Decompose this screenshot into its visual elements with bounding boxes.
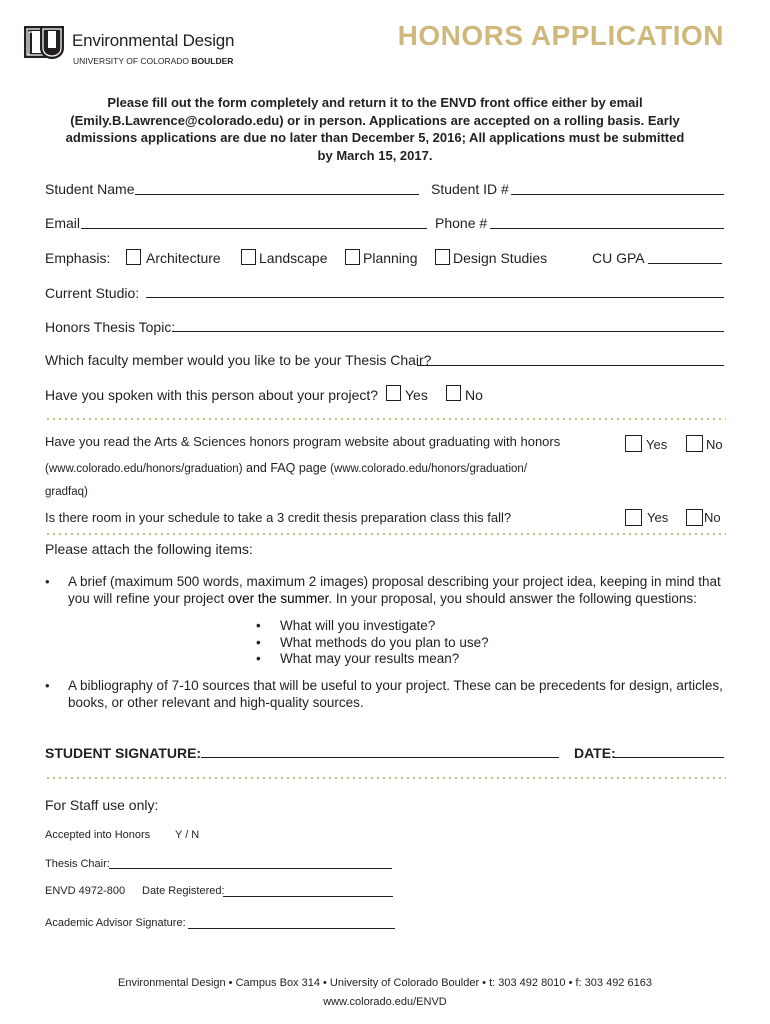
org-subtitle: UNIVERSITY OF COLORADO BOULDER (73, 56, 234, 66)
spoken-no-checkbox[interactable] (446, 385, 461, 401)
form-title: HONORS APPLICATION (397, 20, 724, 51)
staff-thesis-chair-label: Thesis Chair: (45, 858, 110, 870)
spoken-no-label: No (465, 387, 483, 403)
website-question-line2: (www.colorado.edu/honors/graduation) and FAQ page (www.colorado.edu/honors/graduation/ (45, 461, 528, 475)
dotted-divider (45, 418, 726, 420)
dotted-divider-2 (45, 533, 726, 535)
accepted-yn: Y / N (175, 829, 200, 841)
website-yes-checkbox[interactable] (625, 435, 642, 452)
landscape-checkbox[interactable] (241, 249, 256, 265)
spoken-yes-label: Yes (405, 387, 428, 403)
bullet: • (45, 678, 50, 693)
architecture-checkbox[interactable] (126, 249, 141, 265)
thesis-topic-label: Honors Thesis Topic: (45, 319, 176, 335)
website-question-line3: gradfaq) (45, 486, 88, 498)
staff-thesis-chair-field[interactable] (109, 868, 392, 869)
student-id-label: Student ID # (431, 181, 509, 197)
attach-heading: Please attach the following items: (45, 541, 253, 557)
date-label: DATE: (574, 745, 616, 761)
footer-website: www.colorado.edu/ENVD (323, 996, 447, 1008)
accepted-label: Accepted into Honors (45, 829, 151, 841)
schedule-question: Is there room in your schedule to take a 3 credit thesis preparation class this fall? (45, 510, 512, 525)
cu-logo-icon (22, 22, 66, 62)
date-registered-label: Date Registered: (142, 885, 225, 897)
student-name-field[interactable] (135, 194, 419, 195)
website-no-label: No (706, 437, 723, 452)
student-signature-field[interactable] (201, 757, 559, 758)
phone-label: Phone # (435, 215, 488, 231)
planning-checkbox[interactable] (345, 249, 360, 265)
schedule-no-checkbox[interactable] (686, 509, 703, 526)
email-label: Email (45, 215, 81, 231)
emphasis-label: Emphasis: (45, 250, 111, 266)
list-item: • What may your results mean? (256, 651, 460, 666)
planning-label: Planning (363, 250, 418, 266)
advisor-signature-label: Academic Advisor Signature: (45, 917, 186, 929)
gpa-field[interactable] (648, 263, 722, 264)
gpa-label: CU GPA (592, 250, 645, 266)
bullet: • (45, 574, 50, 589)
course-label: ENVD 4972-800 (45, 885, 126, 897)
thesis-topic-field[interactable] (172, 331, 724, 332)
current-studio-field[interactable] (146, 297, 724, 298)
bibliography-item: A bibliography of 7-10 sources that will be useful to your project. These can be precedents for design, articles, books, or other relevant and high-quality sources. (68, 678, 723, 710)
proposal-questions (256, 618, 489, 668)
staff-heading: For Staff use only: (45, 797, 159, 813)
website-question: Have you read the Arts & Sciences honors program website about graduating with honors (45, 434, 561, 449)
list-item: • What methods do you plan to use? (256, 634, 489, 650)
spoken-question: Have you spoken with this person about your project? (45, 387, 379, 403)
intro-instructions: Please fill out the form completely and return it to the ENVD front office either by email (Emily.B.Lawrence@colorado.edu) or in person. Applications are accepted on a rolling basis. Early admissions applications are due no later than December 5, 2016; All applications must be submitted by March 15, 2017. (65, 95, 685, 163)
footer-contact: Environmental Design • Campus Box 314 • University of Colorado Boulder • t: 303 492 8010 • f: 303 492 6163 (118, 977, 652, 989)
advisor-signature-field[interactable] (188, 928, 395, 929)
current-studio-label: Current Studio: (45, 285, 140, 301)
schedule-yes-checkbox[interactable] (625, 509, 642, 526)
student-name-label: Student Name (45, 181, 135, 197)
architecture-label: Architecture (146, 250, 221, 266)
student-id-field[interactable] (511, 194, 724, 195)
list-item: • What will you investigate? (256, 618, 436, 633)
date-registered-field[interactable] (223, 896, 393, 897)
thesis-chair-question: Which faculty member would you like to be your Thesis Chair? (45, 352, 432, 368)
org-name: Environmental Design (72, 31, 235, 50)
design-studies-label: Design Studies (453, 250, 548, 266)
dotted-divider-3 (45, 777, 726, 779)
thesis-chair-field[interactable] (417, 365, 724, 366)
design-studies-checkbox[interactable] (435, 249, 450, 265)
landscape-label: Landscape (259, 250, 328, 266)
email-field[interactable] (81, 228, 427, 229)
website-no-checkbox[interactable] (686, 435, 703, 452)
website-yes-label: Yes (646, 437, 668, 452)
schedule-no-label: No (704, 510, 721, 525)
proposal-item: A brief (maximum 500 words, maximum 2 images) proposal describing your project idea, keeping in mind that you will refine your project over the summer. In your proposal, you should answer the following questions: (68, 574, 721, 606)
student-signature-label: STUDENT SIGNATURE: (45, 745, 202, 761)
schedule-yes-label: Yes (647, 510, 669, 525)
spoken-yes-checkbox[interactable] (386, 385, 401, 401)
date-field[interactable] (614, 757, 724, 758)
phone-field[interactable] (490, 228, 724, 229)
